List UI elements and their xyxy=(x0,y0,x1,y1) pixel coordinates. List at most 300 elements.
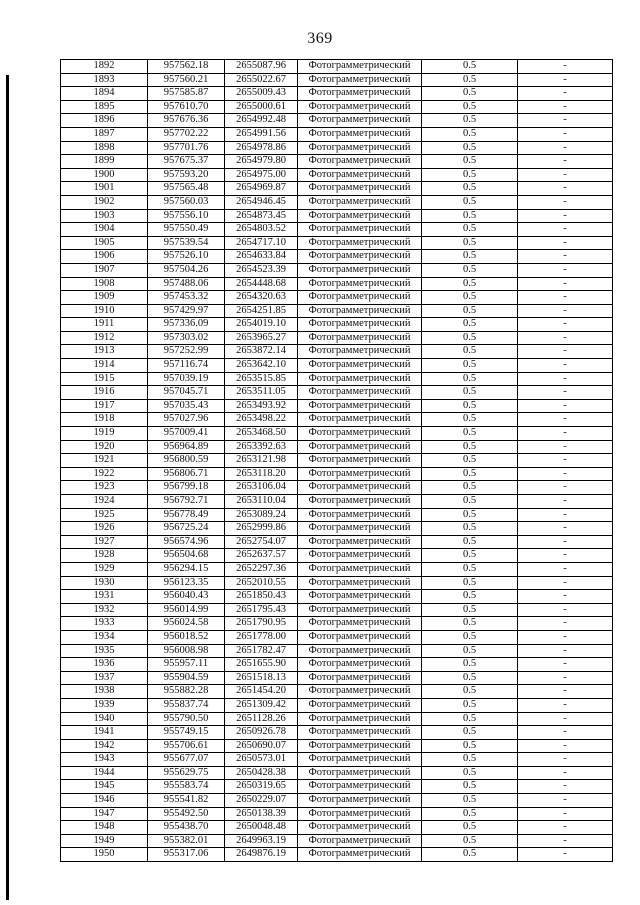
y-coordinate-cell: 2649963.19 xyxy=(225,834,298,848)
description-cell: - xyxy=(518,522,613,536)
point-number-cell: 1950 xyxy=(61,848,148,862)
point-number-cell: 1915 xyxy=(61,372,148,386)
x-coordinate-cell: 955749.15 xyxy=(148,726,225,740)
point-number-cell: 1936 xyxy=(61,658,148,672)
precision-cell: 0.5 xyxy=(422,780,518,794)
description-cell: - xyxy=(518,685,613,699)
table-row xyxy=(61,168,613,182)
precision-cell: 0.5 xyxy=(422,630,518,644)
table-row xyxy=(61,712,613,726)
method-cell: Фотограмметрический xyxy=(298,766,422,780)
table-row xyxy=(61,372,613,386)
x-coordinate-cell: 955904.59 xyxy=(148,671,225,685)
x-coordinate-cell: 957593.20 xyxy=(148,168,225,182)
precision-cell: 0.5 xyxy=(422,60,518,74)
table-row xyxy=(61,182,613,196)
method-cell: Фотограмметрический xyxy=(298,345,422,359)
description-cell: - xyxy=(518,331,613,345)
method-cell: Фотограмметрический xyxy=(298,304,422,318)
precision-cell: 0.5 xyxy=(422,590,518,604)
precision-cell: 0.5 xyxy=(422,223,518,237)
description-cell: - xyxy=(518,440,613,454)
x-coordinate-cell: 957045.71 xyxy=(148,386,225,400)
precision-cell: 0.5 xyxy=(422,209,518,223)
point-number-cell: 1949 xyxy=(61,834,148,848)
coordinates-table xyxy=(60,59,613,862)
x-coordinate-cell: 956504.68 xyxy=(148,549,225,563)
point-number-cell: 1929 xyxy=(61,562,148,576)
x-coordinate-cell: 957116.74 xyxy=(148,359,225,373)
point-number-cell: 1943 xyxy=(61,753,148,767)
description-cell: - xyxy=(518,182,613,196)
point-number-cell: 1941 xyxy=(61,726,148,740)
precision-cell: 0.5 xyxy=(422,644,518,658)
description-cell: - xyxy=(518,739,613,753)
x-coordinate-cell: 956964.89 xyxy=(148,440,225,454)
table-row xyxy=(61,562,613,576)
x-coordinate-cell: 955583.74 xyxy=(148,780,225,794)
description-cell: - xyxy=(518,304,613,318)
precision-cell: 0.5 xyxy=(422,834,518,848)
table-row xyxy=(61,658,613,672)
page-number: 369 xyxy=(307,30,333,47)
description-cell: - xyxy=(518,753,613,767)
precision-cell: 0.5 xyxy=(422,481,518,495)
x-coordinate-cell: 956008.98 xyxy=(148,644,225,658)
point-number-cell: 1931 xyxy=(61,590,148,604)
table-row xyxy=(61,250,613,264)
point-number-cell: 1912 xyxy=(61,331,148,345)
method-cell: Фотограмметрический xyxy=(298,794,422,808)
x-coordinate-cell: 957550.49 xyxy=(148,223,225,237)
y-coordinate-cell: 2650926.78 xyxy=(225,726,298,740)
precision-cell: 0.5 xyxy=(422,427,518,441)
margin-bar xyxy=(6,75,9,900)
x-coordinate-cell: 957027.96 xyxy=(148,413,225,427)
point-number-cell: 1905 xyxy=(61,236,148,250)
y-coordinate-cell: 2654523.39 xyxy=(225,263,298,277)
description-cell: - xyxy=(518,590,613,604)
y-coordinate-cell: 2654975.00 xyxy=(225,168,298,182)
precision-cell: 0.5 xyxy=(422,318,518,332)
y-coordinate-cell: 2651795.43 xyxy=(225,603,298,617)
x-coordinate-cell: 957009.41 xyxy=(148,427,225,441)
description-cell: - xyxy=(518,399,613,413)
y-coordinate-cell: 2654873.45 xyxy=(225,209,298,223)
description-cell: - xyxy=(518,766,613,780)
precision-cell: 0.5 xyxy=(422,359,518,373)
x-coordinate-cell: 956725.24 xyxy=(148,522,225,536)
description-cell: - xyxy=(518,87,613,101)
point-number-cell: 1932 xyxy=(61,603,148,617)
method-cell: Фотограмметрический xyxy=(298,359,422,373)
y-coordinate-cell: 2653498.22 xyxy=(225,413,298,427)
point-number-cell: 1901 xyxy=(61,182,148,196)
x-coordinate-cell: 956799.18 xyxy=(148,481,225,495)
x-coordinate-cell: 955492.50 xyxy=(148,807,225,821)
description-cell: - xyxy=(518,359,613,373)
y-coordinate-cell: 2652637.57 xyxy=(225,549,298,563)
x-coordinate-cell: 956574.96 xyxy=(148,535,225,549)
y-coordinate-cell: 2654946.45 xyxy=(225,195,298,209)
y-coordinate-cell: 2653493.92 xyxy=(225,399,298,413)
x-coordinate-cell: 957562.18 xyxy=(148,60,225,74)
x-coordinate-cell: 956806.71 xyxy=(148,467,225,481)
table-row xyxy=(61,100,613,114)
precision-cell: 0.5 xyxy=(422,182,518,196)
table-row xyxy=(61,195,613,209)
precision-cell: 0.5 xyxy=(422,535,518,549)
table-row xyxy=(61,807,613,821)
point-number-cell: 1892 xyxy=(61,60,148,74)
description-cell: - xyxy=(518,60,613,74)
x-coordinate-cell: 957565.48 xyxy=(148,182,225,196)
precision-cell: 0.5 xyxy=(422,562,518,576)
method-cell: Фотограмметрический xyxy=(298,508,422,522)
description-cell: - xyxy=(518,671,613,685)
method-cell: Фотограмметрический xyxy=(298,141,422,155)
description-cell: - xyxy=(518,73,613,87)
method-cell: Фотограмметрический xyxy=(298,440,422,454)
y-coordinate-cell: 2654251.85 xyxy=(225,304,298,318)
precision-cell: 0.5 xyxy=(422,114,518,128)
point-number-cell: 1922 xyxy=(61,467,148,481)
method-cell: Фотограмметрический xyxy=(298,277,422,291)
x-coordinate-cell: 957539.54 xyxy=(148,236,225,250)
precision-cell: 0.5 xyxy=(422,848,518,862)
point-number-cell: 1894 xyxy=(61,87,148,101)
point-number-cell: 1916 xyxy=(61,386,148,400)
table-row xyxy=(61,508,613,522)
point-number-cell: 1910 xyxy=(61,304,148,318)
x-coordinate-cell: 957610.70 xyxy=(148,100,225,114)
precision-cell: 0.5 xyxy=(422,331,518,345)
description-cell: - xyxy=(518,821,613,835)
description-cell: - xyxy=(518,209,613,223)
method-cell: Фотограмметрический xyxy=(298,780,422,794)
description-cell: - xyxy=(518,508,613,522)
precision-cell: 0.5 xyxy=(422,712,518,726)
precision-cell: 0.5 xyxy=(422,698,518,712)
description-cell: - xyxy=(518,467,613,481)
table-row xyxy=(61,454,613,468)
x-coordinate-cell: 957701.76 xyxy=(148,141,225,155)
description-cell: - xyxy=(518,712,613,726)
y-coordinate-cell: 2651850.43 xyxy=(225,590,298,604)
point-number-cell: 1904 xyxy=(61,223,148,237)
table-row xyxy=(61,399,613,413)
description-cell: - xyxy=(518,794,613,808)
description-cell: - xyxy=(518,427,613,441)
table-row xyxy=(61,87,613,101)
y-coordinate-cell: 2653642.10 xyxy=(225,359,298,373)
y-coordinate-cell: 2650229.07 xyxy=(225,794,298,808)
precision-cell: 0.5 xyxy=(422,508,518,522)
x-coordinate-cell: 957675.37 xyxy=(148,155,225,169)
x-coordinate-cell: 956018.52 xyxy=(148,630,225,644)
method-cell: Фотограмметрический xyxy=(298,195,422,209)
y-coordinate-cell: 2650138.39 xyxy=(225,807,298,821)
point-number-cell: 1937 xyxy=(61,671,148,685)
precision-cell: 0.5 xyxy=(422,467,518,481)
precision-cell: 0.5 xyxy=(422,345,518,359)
x-coordinate-cell: 957556.10 xyxy=(148,209,225,223)
table-row xyxy=(61,603,613,617)
x-coordinate-cell: 956294.15 xyxy=(148,562,225,576)
y-coordinate-cell: 2653965.27 xyxy=(225,331,298,345)
precision-cell: 0.5 xyxy=(422,399,518,413)
method-cell: Фотограмметрический xyxy=(298,87,422,101)
method-cell: Фотограмметрический xyxy=(298,223,422,237)
point-number-cell: 1946 xyxy=(61,794,148,808)
y-coordinate-cell: 2654019.10 xyxy=(225,318,298,332)
method-cell: Фотограмметрический xyxy=(298,168,422,182)
table-row xyxy=(61,834,613,848)
method-cell: Фотограмметрический xyxy=(298,617,422,631)
table-row xyxy=(61,780,613,794)
x-coordinate-cell: 955382.01 xyxy=(148,834,225,848)
y-coordinate-cell: 2651782.47 xyxy=(225,644,298,658)
table-row xyxy=(61,127,613,141)
y-coordinate-cell: 2653872.14 xyxy=(225,345,298,359)
y-coordinate-cell: 2651655.90 xyxy=(225,658,298,672)
point-number-cell: 1914 xyxy=(61,359,148,373)
x-coordinate-cell: 955438.70 xyxy=(148,821,225,835)
y-coordinate-cell: 2655087.96 xyxy=(225,60,298,74)
y-coordinate-cell: 2650690.07 xyxy=(225,739,298,753)
y-coordinate-cell: 2654717.10 xyxy=(225,236,298,250)
precision-cell: 0.5 xyxy=(422,236,518,250)
description-cell: - xyxy=(518,834,613,848)
precision-cell: 0.5 xyxy=(422,821,518,835)
method-cell: Фотограмметрический xyxy=(298,495,422,509)
table-row xyxy=(61,60,613,74)
point-number-cell: 1945 xyxy=(61,780,148,794)
method-cell: Фотограмметрический xyxy=(298,698,422,712)
table-row xyxy=(61,522,613,536)
table-body xyxy=(61,60,613,862)
precision-cell: 0.5 xyxy=(422,250,518,264)
y-coordinate-cell: 2655009.43 xyxy=(225,87,298,101)
method-cell: Фотограмметрический xyxy=(298,603,422,617)
x-coordinate-cell: 956778.49 xyxy=(148,508,225,522)
y-coordinate-cell: 2653392.63 xyxy=(225,440,298,454)
method-cell: Фотограмметрический xyxy=(298,522,422,536)
table-row xyxy=(61,155,613,169)
precision-cell: 0.5 xyxy=(422,304,518,318)
method-cell: Фотограмметрический xyxy=(298,182,422,196)
x-coordinate-cell: 957504.26 xyxy=(148,263,225,277)
method-cell: Фотограмметрический xyxy=(298,821,422,835)
table-row xyxy=(61,766,613,780)
description-cell: - xyxy=(518,277,613,291)
method-cell: Фотограмметрический xyxy=(298,739,422,753)
x-coordinate-cell: 955957.11 xyxy=(148,658,225,672)
point-number-cell: 1919 xyxy=(61,427,148,441)
method-cell: Фотограмметрический xyxy=(298,630,422,644)
method-cell: Фотограмметрический xyxy=(298,834,422,848)
description-cell: - xyxy=(518,481,613,495)
method-cell: Фотограмметрический xyxy=(298,250,422,264)
precision-cell: 0.5 xyxy=(422,495,518,509)
table-row xyxy=(61,318,613,332)
point-number-cell: 1908 xyxy=(61,277,148,291)
y-coordinate-cell: 2653106.04 xyxy=(225,481,298,495)
precision-cell: 0.5 xyxy=(422,168,518,182)
x-coordinate-cell: 955317.06 xyxy=(148,848,225,862)
description-cell: - xyxy=(518,223,613,237)
x-coordinate-cell: 957676.36 xyxy=(148,114,225,128)
point-number-cell: 1939 xyxy=(61,698,148,712)
table-row xyxy=(61,848,613,862)
method-cell: Фотограмметрический xyxy=(298,726,422,740)
point-number-cell: 1942 xyxy=(61,739,148,753)
method-cell: Фотограмметрический xyxy=(298,590,422,604)
table-row xyxy=(61,671,613,685)
table-row xyxy=(61,698,613,712)
table-row xyxy=(61,590,613,604)
method-cell: Фотограмметрический xyxy=(298,73,422,87)
point-number-cell: 1928 xyxy=(61,549,148,563)
y-coordinate-cell: 2653121.98 xyxy=(225,454,298,468)
y-coordinate-cell: 2654979.80 xyxy=(225,155,298,169)
table-row xyxy=(61,726,613,740)
precision-cell: 0.5 xyxy=(422,603,518,617)
description-cell: - xyxy=(518,658,613,672)
table-row xyxy=(61,277,613,291)
description-cell: - xyxy=(518,535,613,549)
table-row xyxy=(61,535,613,549)
x-coordinate-cell: 955837.74 xyxy=(148,698,225,712)
x-coordinate-cell: 957488.06 xyxy=(148,277,225,291)
method-cell: Фотограмметрический xyxy=(298,291,422,305)
point-number-cell: 1924 xyxy=(61,495,148,509)
precision-cell: 0.5 xyxy=(422,671,518,685)
description-cell: - xyxy=(518,644,613,658)
table-row xyxy=(61,359,613,373)
precision-cell: 0.5 xyxy=(422,141,518,155)
x-coordinate-cell: 957039.19 xyxy=(148,372,225,386)
description-cell: - xyxy=(518,726,613,740)
x-coordinate-cell: 957526.10 xyxy=(148,250,225,264)
x-coordinate-cell: 957702.22 xyxy=(148,127,225,141)
method-cell: Фотограмметрический xyxy=(298,318,422,332)
y-coordinate-cell: 2654978.86 xyxy=(225,141,298,155)
y-coordinate-cell: 2654969.87 xyxy=(225,182,298,196)
table-row xyxy=(61,576,613,590)
y-coordinate-cell: 2652754.07 xyxy=(225,535,298,549)
point-number-cell: 1948 xyxy=(61,821,148,835)
table-row xyxy=(61,685,613,699)
y-coordinate-cell: 2654448.68 xyxy=(225,277,298,291)
description-cell: - xyxy=(518,549,613,563)
y-coordinate-cell: 2651128.26 xyxy=(225,712,298,726)
description-cell: - xyxy=(518,250,613,264)
table-row xyxy=(61,209,613,223)
point-number-cell: 1925 xyxy=(61,508,148,522)
precision-cell: 0.5 xyxy=(422,739,518,753)
y-coordinate-cell: 2650428.38 xyxy=(225,766,298,780)
method-cell: Фотограмметрический xyxy=(298,644,422,658)
description-cell: - xyxy=(518,630,613,644)
point-number-cell: 1940 xyxy=(61,712,148,726)
table-row xyxy=(61,549,613,563)
table-row xyxy=(61,223,613,237)
x-coordinate-cell: 956040.43 xyxy=(148,590,225,604)
table-row xyxy=(61,739,613,753)
table-row xyxy=(61,345,613,359)
x-coordinate-cell: 957035.43 xyxy=(148,399,225,413)
precision-cell: 0.5 xyxy=(422,73,518,87)
y-coordinate-cell: 2651518.13 xyxy=(225,671,298,685)
table-row xyxy=(61,114,613,128)
x-coordinate-cell: 955882.28 xyxy=(148,685,225,699)
x-coordinate-cell: 956800.59 xyxy=(148,454,225,468)
description-cell: - xyxy=(518,848,613,862)
method-cell: Фотограмметрический xyxy=(298,848,422,862)
table-row xyxy=(61,386,613,400)
precision-cell: 0.5 xyxy=(422,413,518,427)
description-cell: - xyxy=(518,372,613,386)
point-number-cell: 1926 xyxy=(61,522,148,536)
description-cell: - xyxy=(518,562,613,576)
y-coordinate-cell: 2653118.20 xyxy=(225,467,298,481)
point-number-cell: 1907 xyxy=(61,263,148,277)
point-number-cell: 1893 xyxy=(61,73,148,87)
x-coordinate-cell: 957453.32 xyxy=(148,291,225,305)
table-row xyxy=(61,141,613,155)
y-coordinate-cell: 2654991.56 xyxy=(225,127,298,141)
method-cell: Фотограмметрический xyxy=(298,127,422,141)
description-cell: - xyxy=(518,345,613,359)
x-coordinate-cell: 956123.35 xyxy=(148,576,225,590)
point-number-cell: 1923 xyxy=(61,481,148,495)
point-number-cell: 1899 xyxy=(61,155,148,169)
point-number-cell: 1906 xyxy=(61,250,148,264)
precision-cell: 0.5 xyxy=(422,277,518,291)
table-row xyxy=(61,291,613,305)
method-cell: Фотограмметрический xyxy=(298,413,422,427)
precision-cell: 0.5 xyxy=(422,155,518,169)
table-row xyxy=(61,630,613,644)
y-coordinate-cell: 2651778.00 xyxy=(225,630,298,644)
method-cell: Фотограмметрический xyxy=(298,467,422,481)
y-coordinate-cell: 2654633.84 xyxy=(225,250,298,264)
method-cell: Фотограмметрический xyxy=(298,658,422,672)
point-number-cell: 1895 xyxy=(61,100,148,114)
x-coordinate-cell: 955706.61 xyxy=(148,739,225,753)
precision-cell: 0.5 xyxy=(422,100,518,114)
x-coordinate-cell: 957252.99 xyxy=(148,345,225,359)
y-coordinate-cell: 2651454.20 xyxy=(225,685,298,699)
table-row xyxy=(61,467,613,481)
precision-cell: 0.5 xyxy=(422,794,518,808)
point-number-cell: 1896 xyxy=(61,114,148,128)
point-number-cell: 1918 xyxy=(61,413,148,427)
method-cell: Фотограмметрический xyxy=(298,481,422,495)
table-row xyxy=(61,753,613,767)
y-coordinate-cell: 2653089.24 xyxy=(225,508,298,522)
y-coordinate-cell: 2651309.42 xyxy=(225,698,298,712)
precision-cell: 0.5 xyxy=(422,685,518,699)
point-number-cell: 1930 xyxy=(61,576,148,590)
precision-cell: 0.5 xyxy=(422,726,518,740)
method-cell: Фотограмметрический xyxy=(298,685,422,699)
point-number-cell: 1927 xyxy=(61,535,148,549)
table-row xyxy=(61,236,613,250)
method-cell: Фотограмметрический xyxy=(298,236,422,250)
point-number-cell: 1898 xyxy=(61,141,148,155)
